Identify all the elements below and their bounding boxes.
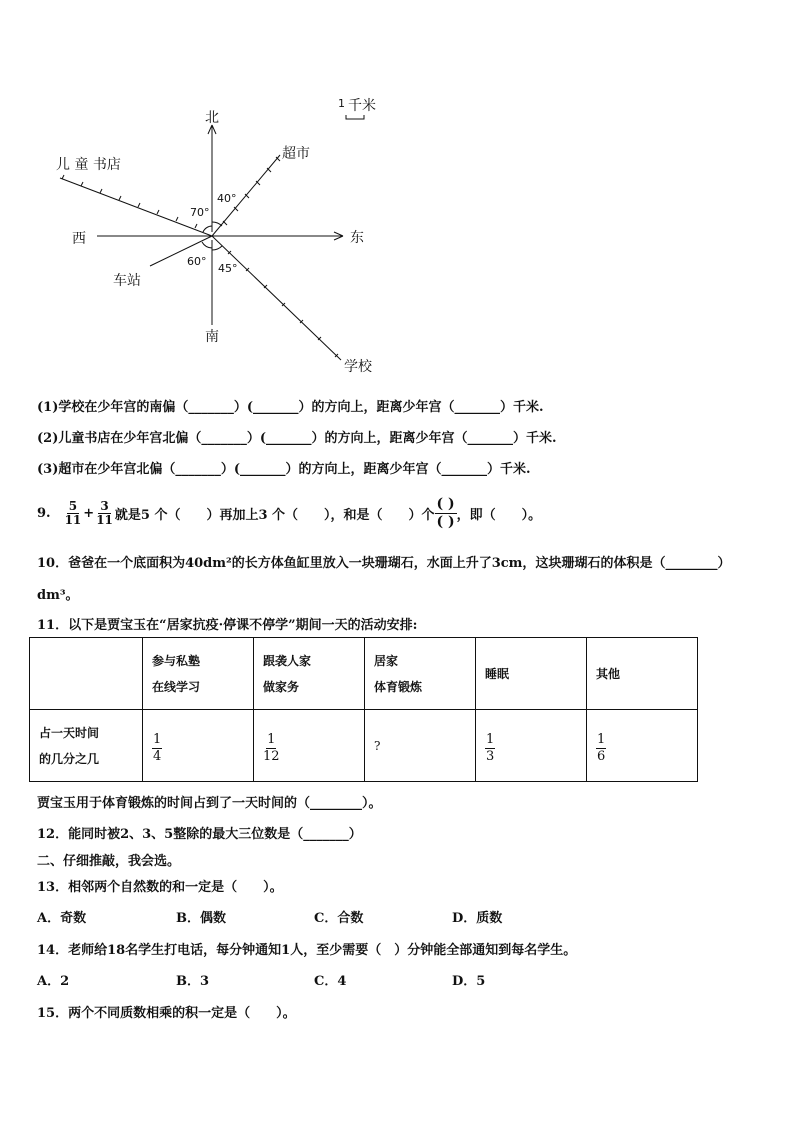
angle-arc-70 (203, 226, 212, 232)
label-supermarket: 超市 (282, 146, 310, 162)
table-row (30, 710, 698, 782)
east-arrowhead (334, 232, 343, 236)
q9-text-1: 就是5 个（ ）再加上3 个（ ），和是（ ）个 (114, 508, 435, 523)
angle-45: 45° (218, 262, 238, 275)
table-cell: $\frac{1}{3}$ (476, 710, 587, 782)
q12: 12．能同时被2、3、5整除的最大三位数是（_______） (37, 827, 362, 842)
scale-number: 1 (338, 97, 345, 110)
table-cell: $\frac{1}{4}$ (143, 710, 254, 782)
q8-sub3: (3)超市在少年宫北偏（_______）(_______）的方向上，距离少年宫（_______）千米. (37, 462, 531, 477)
q13-option-d: D．质数 (452, 911, 503, 926)
q14-option-c: C．4 (314, 974, 347, 989)
scale-unit: 千米 (348, 98, 376, 114)
section-heading: 二、仔细推敲，我会选。 (37, 854, 181, 869)
q14-option-b: B．3 (176, 974, 210, 989)
q9-number: 9. (37, 506, 51, 521)
table-header-cell: 其他 (587, 638, 698, 710)
q13-stem: 13．相邻两个自然数的和一定是（ ）。 (37, 880, 283, 895)
table-cell: $\frac{1}{12}$ (254, 710, 365, 782)
table-header-row (30, 638, 698, 710)
q14-stem: 14．老师给18名学生打电话，每分钟通知1人，至少需要（ ）分钟能全部通知到每名学生。 (37, 943, 577, 958)
q9-plus: + (83, 506, 95, 521)
label-bookstore: 儿 童 书店 (56, 157, 121, 173)
angle-arc-60 (202, 242, 212, 248)
q13-option-a: A．奇数 (37, 911, 87, 926)
q9-fraction-1: $\frac{5}{11}$ (64, 499, 82, 527)
label-east: 东 (350, 230, 364, 246)
q10-line1: 10．爸爸在一个底面积为40dm²的长方体鱼缸里放入一块珊瑚石，水面上升了3cm，这块珊瑚石的体积是（________） (37, 556, 731, 571)
table-cell: ? (365, 710, 476, 782)
table-header-cell: 参与私塾 在线学习 (143, 638, 254, 710)
row-label-cell: 占一天时间 的几分之几 (30, 710, 143, 782)
label-south: 南 (205, 329, 219, 345)
table-header-cell: 跟袭人家 做家务 (254, 638, 365, 710)
q8-sub2: (2)儿童书店在少年宫北偏（_______）(_______）的方向上，距离少年宫（_______）千米. (37, 431, 557, 446)
q8-sub1: (1)学校在少年宫的南偏（_______）(_______）的方向上，距离少年宫（_______）千米. (37, 400, 544, 415)
q9-text-2: ，即（ ）。 (456, 508, 542, 523)
table-corner-cell (30, 638, 143, 710)
direction-diagram (0, 0, 794, 390)
q9 (37, 496, 541, 531)
q9-blank-fraction: $\frac{( )}{( )}$ (436, 496, 455, 530)
angle-arc-45 (212, 246, 222, 250)
q13-option-c: C．合数 (314, 911, 364, 926)
q14-option-a: A．2 (37, 974, 70, 989)
q15: 15．两个不同质数相乘的积一定是（ ）。 (37, 1006, 296, 1021)
label-station: 车站 (113, 273, 141, 289)
angle-70: 70° (190, 206, 210, 219)
scale-bar (346, 115, 364, 119)
label-north: 北 (205, 110, 219, 126)
label-west: 西 (72, 231, 86, 247)
table-header-cell: 睡眠 (476, 638, 587, 710)
table-header-cell: 居家 体育锻炼 (365, 638, 476, 710)
label-school: 学校 (344, 359, 372, 375)
angle-40: 40° (217, 192, 237, 205)
angle-60: 60° (187, 255, 207, 268)
q11-intro: 11．以下是贾宝玉在“居家抗疫·停课不停学”期间一天的活动安排: (37, 618, 418, 633)
table-cell: $\frac{1}{6}$ (587, 710, 698, 782)
activity-table (29, 637, 698, 782)
q14-option-d: D．5 (452, 974, 486, 989)
q13-option-b: B．偶数 (176, 911, 226, 926)
q9-fraction-2: $\frac{3}{11}$ (96, 499, 113, 527)
q10-line2: dm³。 (37, 588, 79, 603)
q11-question: 贾宝玉用于体育锻炼的时间占到了一天时间的（________）。 (37, 796, 382, 811)
school-ray (212, 236, 341, 360)
